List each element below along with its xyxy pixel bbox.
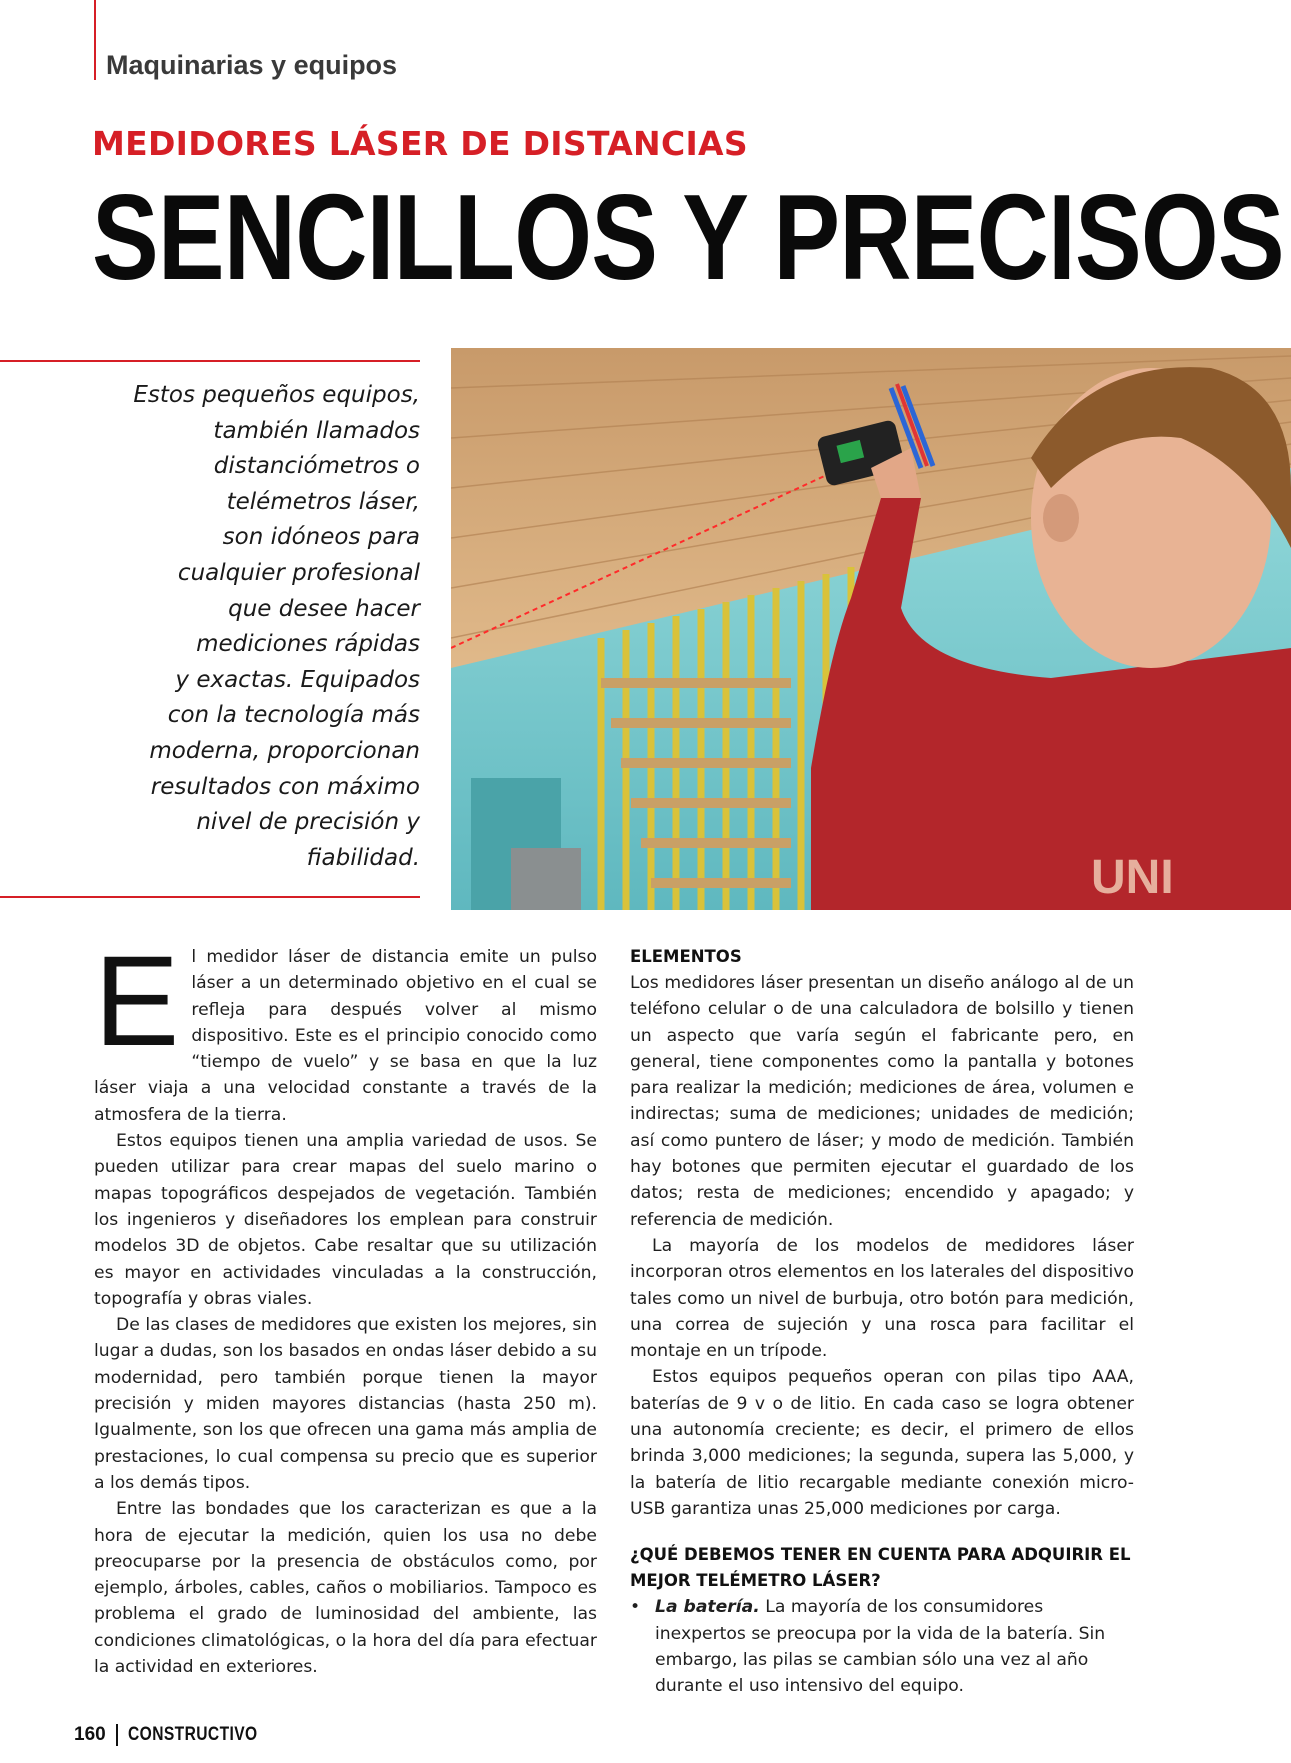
paragraph: La mayoría de los modelos de medidores láser incorporan otros elementos en los laterales del dispositivo tales como un nivel de burbuja, otro botón para medición, una correa de sujeción y una rosca para facilitar el montaje en un trípode.: [630, 1235, 1134, 1362]
intro-line: cualquier profesional: [177, 559, 420, 586]
intro-top-rule: [0, 360, 420, 362]
bullet-text-block: [655, 1594, 1134, 1699]
intro-line: también llamados: [213, 417, 420, 444]
paragraph: Estos equipos pequeños operan con pilas tipo AAA, baterías de 9 v o de litio. En cada caso se logra obtener una autonomía creciente; es decir, el primero de ellos brinda 3,000 mediciones; la segunda, supera las 5,000, y la batería de litio recargable mediante conexión micro-USB garantiza unas 25,000 mediciones por carga.: [630, 1367, 1134, 1519]
intro-line: con la tecnología más: [167, 702, 420, 729]
intro-line: son idóneos para: [222, 524, 420, 551]
intro-line: nivel de precisión y: [196, 809, 420, 836]
subheading-elementos: ELEMENTOS: [630, 947, 742, 966]
intro-line: Estos pequeños equipos,: [133, 382, 420, 408]
paragraph: Entre las bondades que los caracterizan es que a la hora de ejecutar la medición, quien los usa no debe preocuparse por la presencia de obstáculos como, por ejemplo, árboles, cables, caños o mobiliarios. Tampoco es problema el grado de luminosidad del ambiente, las condiciones climatológicas, o la hora del día para efectuar la actividad en exteriores.: [94, 1499, 597, 1678]
bullet-marker: •: [630, 1597, 641, 1618]
article-column-left: [94, 930, 597, 1680]
intro-line: distanciómetros o: [213, 453, 420, 480]
section-accent-bar: [94, 0, 96, 80]
intro-line: resultados con máximo: [150, 773, 420, 800]
article-headline: SENCILLOS Y PRECISOS: [92, 169, 1284, 305]
shirt-print: UNI: [1091, 851, 1174, 904]
article-kicker: MEDIDORES LÁSER DE DISTANCIAS: [92, 124, 748, 163]
intro-deck: [110, 378, 420, 876]
article-photo: [451, 348, 1291, 910]
section-label: Maquinarias y equipos: [106, 50, 398, 80]
paragraph: [94, 930, 597, 1128]
page-footer: [74, 1724, 286, 1746]
footer-separator: [116, 1724, 118, 1746]
intro-line: que desee hacer: [228, 595, 420, 622]
subheading-buying-guide: ¿QUÉ DEBEMOS TENER EN CUENTA PARA ADQUIRIR EL MEJOR TELÉMETRO LÁSER?: [630, 1545, 1131, 1591]
page-number: 160: [74, 1724, 106, 1746]
bullet-text: La mayoría de los consumidores inexpertos se preocupa por la vida de la batería. Sin embargo, las pilas se cambian sólo una vez al año durante el uso intensivo del equipo.: [655, 1597, 1106, 1697]
paragraph: De las clases de medidores que existen los mejores, sin lugar a dudas, son los basados en ondas láser debido a su modernidad, pero también porque tienen la mayor precisión y miden mayores distancias (hasta 250 m). Igualmente, son los que ofrecen una gama más amplia de prestaciones, lo cual compensa su precio que es superior a los demás tipos.: [94, 1315, 597, 1493]
intro-line: moderna, proporcionan: [149, 737, 420, 764]
drop-cap: E: [94, 930, 180, 1073]
bullet-title: La batería.: [655, 1597, 760, 1618]
article-column-right: [630, 944, 1134, 1699]
intro-line: fiabilidad.: [306, 844, 420, 871]
intro-line: telémetros láser,: [226, 488, 420, 515]
bullet-item: [630, 1594, 1134, 1699]
publication-name: CONSTRUCTIVO: [127, 1724, 258, 1746]
paragraph: Los medidores láser presentan un diseño análogo al de un teléfono celular o de una calculadora de bolsillo y tienen un aspecto que varía según el fabricante pero, en general, tiene componentes como la pantalla y botones para realizar la medición; mediciones de área, volumen e indirectas; suma de mediciones; unidades de medición; así como puntero de láser; y modo de medición. También hay botones que permiten ejecutar el guardado de los datos; resta de mediciones; encendido y apagado; y referencia de medición.: [630, 973, 1134, 1230]
paragraph-text: l medidor láser de distancia emite un pulso láser a un determinado objetivo en el cual se refleja para después volver al mismo dispositivo. Este es el principio conocido como “tiempo de vuelo” y se basa en que la luz láser viaja a una velocidad constante a través de la atmosfera de la tierra.: [94, 947, 597, 1125]
paragraph: Estos equipos tienen una amplia variedad de usos. Se pueden utilizar para crear mapas del suelo marino o mapas topográficos despejados de vegetación. También los ingenieros y diseñadores los emplean para construir modelos 3D de objetos. Cabe resaltar que su utilización es mayor en actividades vinculadas a la construcción, topografía y obras viales.: [94, 1131, 597, 1309]
intro-line: y exactas. Equipados: [175, 666, 420, 693]
intro-line: mediciones rápidas: [196, 631, 420, 658]
intro-bottom-rule: [0, 896, 420, 898]
